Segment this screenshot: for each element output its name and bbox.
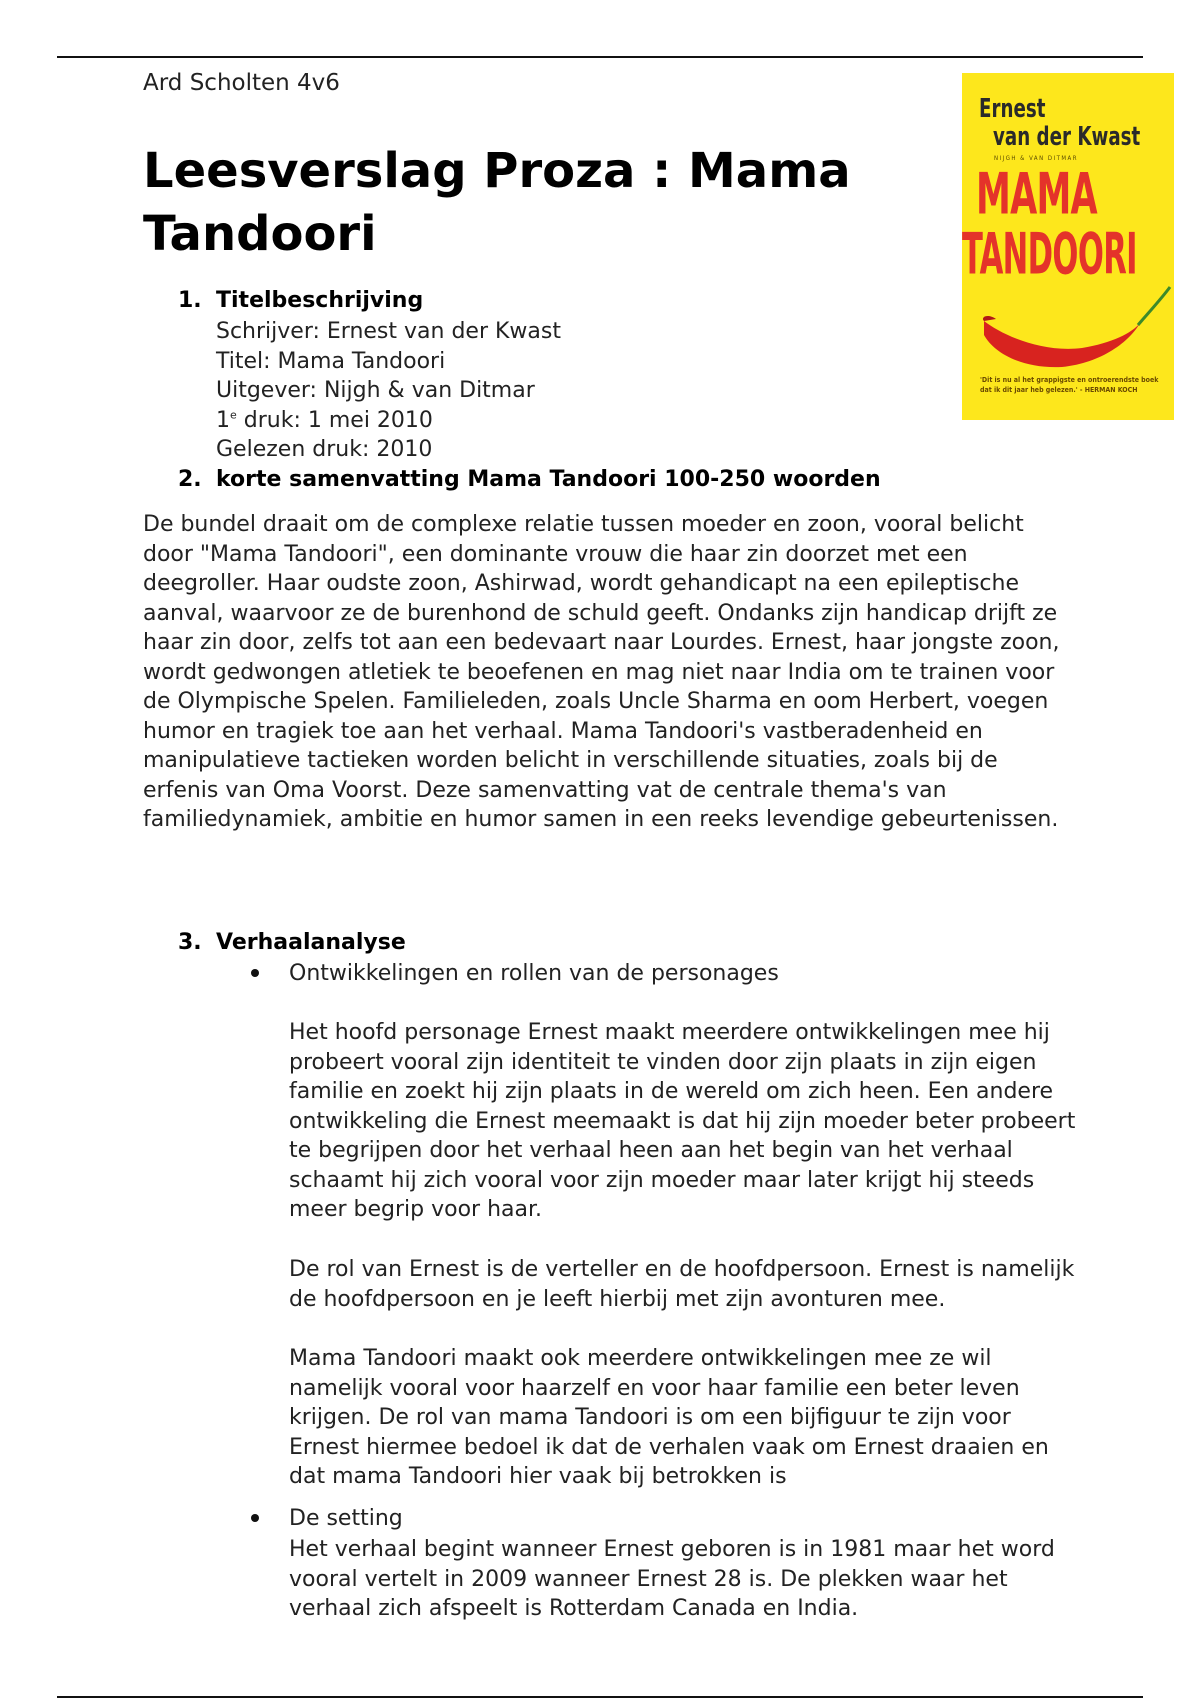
cover-title-bottom: TANDOORI	[962, 221, 1137, 288]
cover-publisher: NIJGH & VAN DITMAR	[994, 155, 1078, 162]
titel-line: Titel: Mama Tandoori	[216, 348, 446, 374]
section-2-number: 2.	[178, 467, 202, 492]
page-title: Leesverslag Proza : Mama Tandoori	[143, 143, 851, 262]
cover-author-first: Ernest	[979, 94, 1046, 124]
section-2-title: korte samenvatting Mama Tandoori 100-250 woorden	[216, 467, 881, 492]
title-description	[216, 317, 561, 465]
section-1-number: 1.	[178, 288, 202, 313]
setting-paragraph: Het verhaal begint wanneer Ernest geboren is in 1981 maar het word vooral vertelt in 2009 wanneer Ernest 28 is. De plekken waar het verhaal zich afspeelt is Rotterdam Canada en India.	[289, 1537, 1055, 1621]
book-cover	[962, 73, 1174, 420]
section-1-heading	[178, 288, 423, 313]
section-3-title: Verhaalanalyse	[216, 930, 406, 955]
druk-superscript: e	[230, 408, 237, 422]
gelezen-line: Gelezen druk: 2010	[216, 437, 433, 462]
top-rule	[57, 56, 1143, 58]
section-2-heading	[178, 467, 881, 492]
druk-line	[216, 406, 561, 436]
section-3-heading	[178, 930, 406, 955]
druk-date: druk: 1 mei 2010	[236, 407, 433, 433]
cover-author-last: van der Kwast	[993, 122, 1141, 152]
cover-title-top: MAMA	[976, 161, 1097, 228]
uitgever-line: Uitgever: Nijgh & van Ditmar	[216, 378, 535, 403]
cover-quote: 'Dit is nu al het grappigste en ontroerendste boek dat ik dit jaar heb gelezen.' - HERMAN KOCH	[980, 376, 1159, 394]
section-1-title: Titelbeschrijving	[216, 288, 424, 313]
characters-paragraph-1: Het hoofd personage Ernest maakt meerdere ontwikkelingen mee hij probeert vooral zijn identiteit te vinden door zijn plaats in zijn eigen familie en zoekt hij zijn plaats in de wereld om zich heen. Een andere ontwikkeling die Ernest meemaakt is dat hij zijn moeder beter probeert te begrijpen door het verhaal heen aan het begin van het verhaal schaamt hij zich vooral voor zijn moeder maar later krijgt hij steeds meer begrip voor haar.	[289, 1020, 1076, 1222]
bullet-setting-label: De setting	[289, 1506, 403, 1531]
chili-pepper-icon	[962, 73, 1174, 420]
schrijver-line: Schrijver: Ernest van der Kwast	[216, 319, 561, 344]
bullet-icon	[250, 1508, 262, 1520]
characters-paragraph-2: De rol van Ernest is de verteller en de hoofdpersoon. Ernest is namelijk de hoofdpersoon en je leeft hierbij met zijn avonturen mee.	[289, 1257, 1075, 1312]
characters-paragraph-3: Mama Tandoori maakt ook meerdere ontwikkelingen mee ze wil namelijk vooral voor haarzelf en voor haar familie een beter leven krijgen. De rol van mama Tandoori is om een bijfiguur te zijn voor Ernest hiermee bedoel ik dat de verhalen vaak om Ernest draaien en dat mama Tandoori hier vaak bij betrokken is	[289, 1346, 1049, 1489]
bullet-characters-label: Ontwikkelingen en rollen van de personages	[289, 961, 779, 986]
druk-number: 1	[216, 407, 230, 433]
bottom-rule	[57, 1696, 1143, 1698]
section-3-number: 3.	[178, 930, 202, 955]
bullet-icon	[250, 963, 262, 975]
summary-paragraph: De bundel draait om de complexe relatie tussen moeder en zoon, vooral belicht door "Mama Tandoori", een dominante vrouw die haar zin doorzet met een deegroller. Haar oudste zoon, Ashirwad, wordt gehandicapt na een epileptische aanval, waarvoor ze de burenhond de schuld geeft. Ondanks zijn handicap drijft ze haar zin door, zelfs tot aan een bedevaart naar Lourdes. Ernest, haar jongste zoon, wordt gedwongen atletiek te beoefenen en mag niet naar India om te trainen voor de Olympische Spelen. Familieleden, zoals Uncle Sharma en oom Herbert, voegen humor en tragiek toe aan het verhaal. Mama Tandoori's vastberadenheid en manipulatieve tactieken worden belicht in verschillende situaties, zoals bij de erfenis van Oma Voorst. Deze samenvatting vat de centrale thema's van familiedynamiek, ambitie en humor samen in een reeks levendige gebeurtenissen.	[143, 512, 1060, 832]
author-line: Ard Scholten 4v6	[143, 70, 340, 96]
